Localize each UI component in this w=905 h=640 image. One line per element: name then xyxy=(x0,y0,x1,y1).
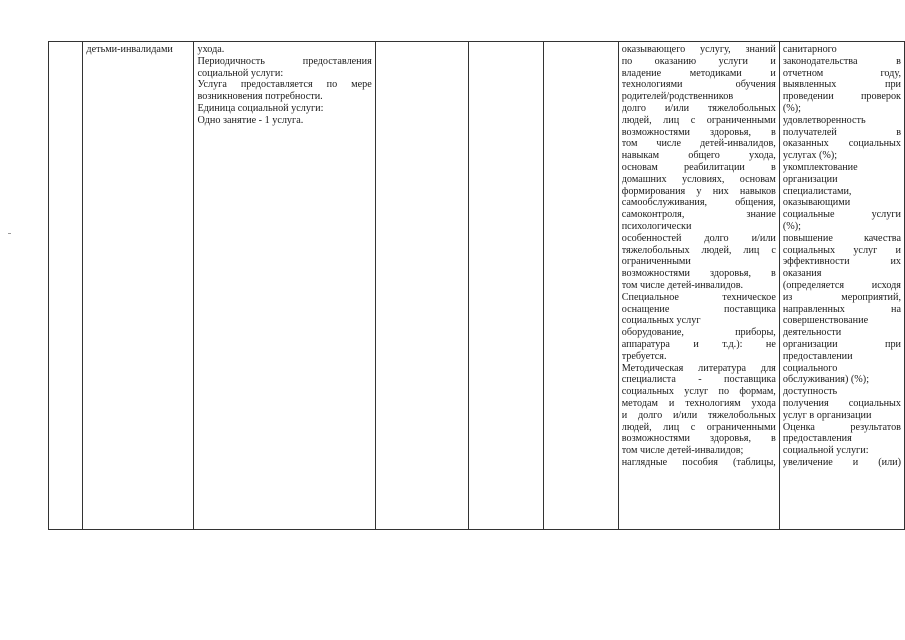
col-service-description xyxy=(194,42,375,530)
text-line: удовлетворенность xyxy=(782,114,866,126)
text-line: людей, лиц с ограниченными xyxy=(621,114,776,126)
text-line: оборудование, приборы, xyxy=(621,327,776,339)
text-line: и долго и/или тяжелобольных xyxy=(621,409,776,421)
text-line: ухода. xyxy=(197,44,225,55)
text-line: наглядные пособия (таблицы, xyxy=(621,456,776,468)
text-line: самоконтроля, знание xyxy=(621,209,776,221)
col-empty-4 xyxy=(375,42,469,530)
text-line: доступность xyxy=(782,386,838,398)
text-line: (определяется исходя xyxy=(782,279,901,291)
text-line: эффективности их xyxy=(782,256,901,268)
text-line: оказывающими xyxy=(782,197,851,209)
text-line: особенностей долго и/или xyxy=(621,232,776,244)
text-line: Методическая литература для xyxy=(621,362,776,374)
text-line: получения социальных xyxy=(782,397,901,409)
text-line: специалистами, xyxy=(782,185,852,197)
text-line: том числе детей-инвалидов, xyxy=(621,138,776,150)
col-indicators xyxy=(779,42,904,530)
text-line: социальных услуг и xyxy=(782,244,901,256)
text-line: деятельности xyxy=(782,327,842,339)
text-line: специалиста - поставщика xyxy=(621,374,776,386)
text-line: отчетном году, xyxy=(782,67,901,79)
text-line: родителей/родственников xyxy=(621,91,734,103)
text-line: аппаратура и т.д.): не xyxy=(621,338,776,350)
text-line: возможностями здоровья, в xyxy=(621,126,776,138)
text-line: услуг в организации xyxy=(782,409,872,421)
text-line: основам реабилитации в xyxy=(621,161,776,173)
text-line: навыкам общего ухода, xyxy=(621,150,776,162)
text-line: социальной услуги: xyxy=(197,67,284,79)
text-line: повышение качества xyxy=(782,232,901,244)
scan-artifact xyxy=(8,233,11,234)
text-line: социальные услуги xyxy=(782,209,901,221)
text-line: долго и/или тяжелобольных xyxy=(621,102,776,114)
text-line: самообслуживания, общения, xyxy=(621,197,776,209)
text-line: возникновения потребности. xyxy=(197,91,323,103)
col-empty-1 xyxy=(49,42,83,530)
text-line: Оценка результатов xyxy=(782,421,901,433)
col-empty-6 xyxy=(544,42,619,530)
text-line: законодательства в xyxy=(782,55,901,67)
text-line: получателей в xyxy=(782,126,901,138)
text-line: оказывающего услугу, знаний xyxy=(621,44,776,55)
text-line: социальных услуг xyxy=(621,315,701,327)
text-line: социальной услуги: xyxy=(782,445,869,457)
col-empty-5 xyxy=(469,42,544,530)
text-line: оказанных социальных xyxy=(782,138,901,150)
text-line: Специальное техническое xyxy=(621,291,776,303)
text-line: направленных на xyxy=(782,303,901,315)
text-line: социальных услуг по формам, xyxy=(621,386,776,398)
services-table xyxy=(48,41,905,530)
text-line: Единица социальной услуги: xyxy=(197,102,324,114)
text-line: возможностями здоровья, в xyxy=(621,433,776,445)
text-line: укомплектование xyxy=(782,161,858,173)
text-line: технологиями обучения xyxy=(621,79,776,91)
text-line: ограниченными xyxy=(621,256,691,268)
text-line: оказания xyxy=(782,268,822,280)
text-line: возможностями здоровья, в xyxy=(621,268,776,280)
text-line: обслуживания) (%); xyxy=(782,374,870,386)
text-line: психологически xyxy=(621,220,692,232)
text-line: санитарного xyxy=(782,44,837,55)
text-line: том числе детей-инвалидов; xyxy=(621,445,744,457)
text-line: домашних условиях, основам xyxy=(621,173,776,185)
text-line: услугах (%); xyxy=(782,150,838,162)
text-line: предоставления xyxy=(782,433,852,445)
text-line: формирования у них навыков xyxy=(621,185,776,197)
text-line: организации xyxy=(782,173,838,185)
text-line: из мероприятий, xyxy=(782,291,901,303)
text-line: владение методиками и xyxy=(621,67,776,79)
text-line: детьми-инвалидами xyxy=(86,44,173,55)
text-line: организации при xyxy=(782,338,901,350)
col-recipients xyxy=(83,42,194,530)
text-line: людей, лиц с ограниченными xyxy=(621,421,776,433)
col-conditions xyxy=(618,42,779,530)
text-line: Одно занятие - 1 услуга. xyxy=(197,114,304,126)
text-line: тяжелобольных людей, лиц с xyxy=(621,244,776,256)
text-line: выявленных при xyxy=(782,79,901,91)
text-line: Услуга предоставляется по мере xyxy=(197,79,372,91)
text-line: социального xyxy=(782,362,838,374)
text-line: увеличение и (или) xyxy=(782,456,901,468)
text-line: по оказанию услуги и xyxy=(621,55,776,67)
text-line: требуется. xyxy=(621,350,667,362)
text-line: методам и технологиям ухода xyxy=(621,397,776,409)
text-line: совершенствование xyxy=(782,315,869,327)
table-row xyxy=(49,42,905,530)
text-line: оснащение поставщика xyxy=(621,303,776,315)
text-line: проведении проверок xyxy=(782,91,901,103)
text-line: (%); xyxy=(782,102,801,114)
text-line: предоставлении xyxy=(782,350,853,362)
text-line: (%); xyxy=(782,220,801,232)
text-line: том числе детей-инвалидов. xyxy=(621,279,744,291)
text-line: Периодичность предоставления xyxy=(197,55,372,67)
